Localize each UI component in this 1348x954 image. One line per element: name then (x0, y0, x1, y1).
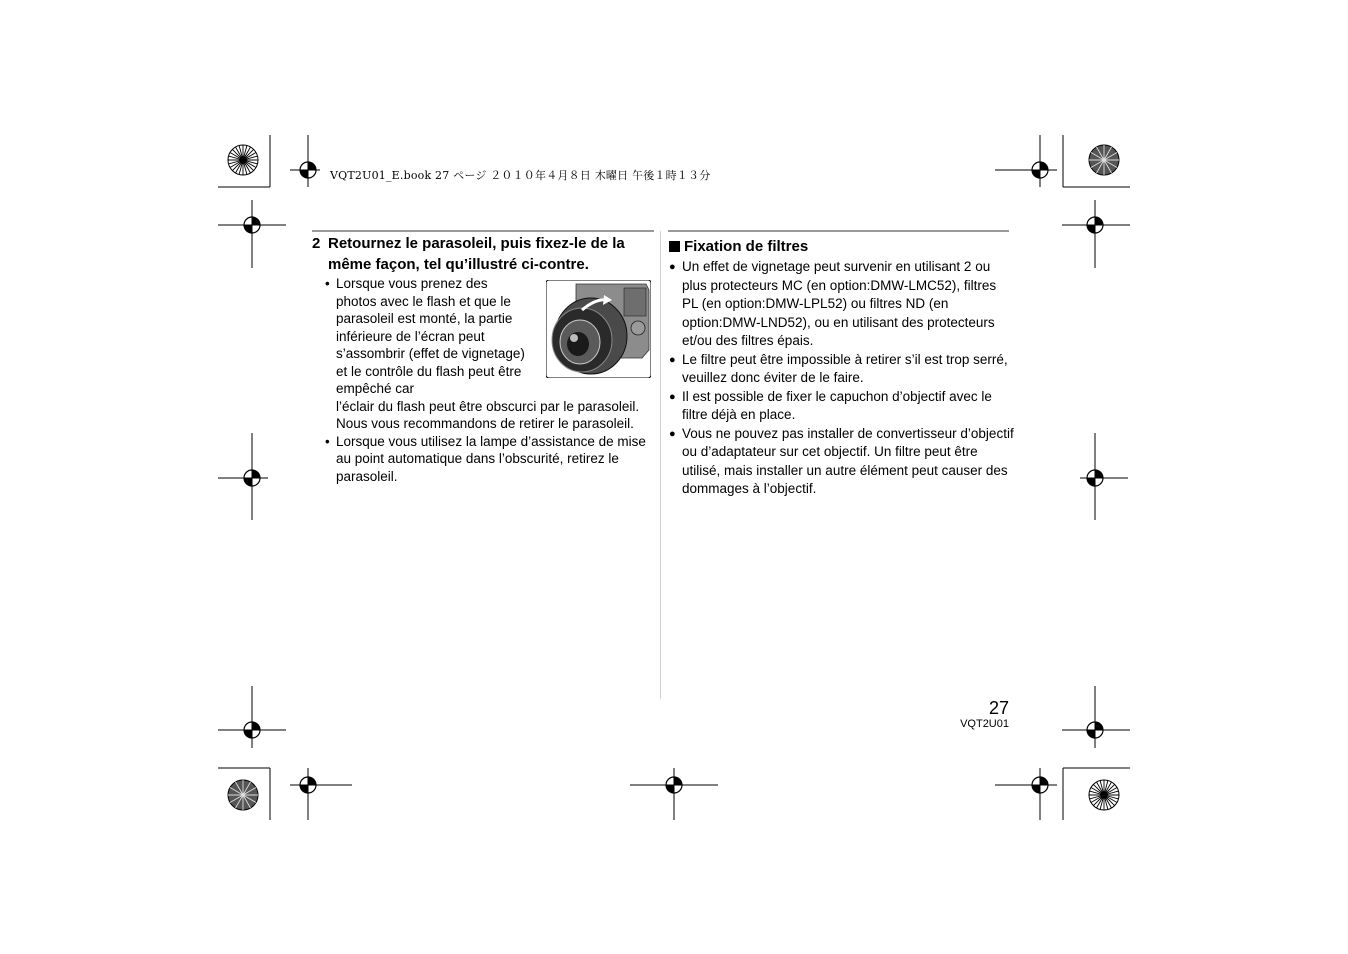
page-number: 27 (988, 698, 1009, 718)
section-heading (669, 237, 808, 257)
note-text: Lorsque vous utilisez la lampe d’assistance de mise au point automatique dans l’obscurité, retirez le parasoleil. (336, 433, 646, 484)
square-bullet-icon (669, 241, 680, 252)
filter-notes (669, 258, 1014, 499)
note-text: Un effet de vignetage peut survenir en utilisant 2 ou plus protecteurs MC (en option:DMW-LMC52), filtres PL (en option:DMW-LPL52) ou filtres ND (en option:DMW-LND52), ou en utilisant des protecteurs et/ou des filtres épais. (682, 259, 997, 348)
bullet-dot: ● (669, 427, 676, 440)
note-text-wrapped: Lorsque vous prenez des photos avec le flash et que le parasoleil est monté, la partie inférieure de l’écran peut s’assombrir (effet de vignetage) et le contrôle du flash peut être empêché car (336, 276, 525, 396)
camera-lens-hood-illustration (546, 280, 651, 378)
note-text: Il est possible de fixer le capuchon d’objectif avec le filtre déjà en place. (682, 388, 992, 422)
list-item (669, 388, 1014, 425)
bullet-dot: ● (669, 353, 676, 366)
section-heading-text: Fixation de filtres (684, 238, 809, 255)
step-number: 2 (312, 235, 321, 252)
left-column-rule (312, 230, 654, 232)
list-item (669, 425, 1014, 499)
document-code: VQT2U01 (960, 718, 1009, 730)
list-item (669, 258, 1014, 351)
bullet-dot: ● (669, 261, 676, 273)
bullet-dot: • (325, 276, 330, 291)
step-title: Retournez le parasoleil, puis fixez-le de la même façon, tel qu’illustré ci-contre. (328, 235, 625, 273)
bullet-dot: ● (669, 390, 676, 403)
bullet-dot: • (325, 433, 330, 449)
list-item (325, 433, 655, 486)
note-text: Le filtre peut être impossible à retirer s’il est trop serré, veuillez donc éviter de le faire. (682, 351, 1008, 385)
note-text-continued: l’éclair du flash peut être obscurci par le parasoleil. Nous vous recommandons de retirer le parasoleil. (336, 398, 640, 431)
print-file-info: VQT2U01_E.book 27 ページ ２０１０年４月８日 木曜日 午後１時１３分 (330, 169, 711, 182)
right-column-rule (668, 230, 1009, 232)
column-divider (660, 231, 661, 699)
list-item (669, 351, 1014, 388)
note-text: Vous ne pouvez pas installer de convertisseur d’objectif ou d’adaptateur sur cet objectif. Un filtre peut être utilisé, mais installer un autre élément peut causer des dommages à l’objectif. (682, 425, 1014, 496)
